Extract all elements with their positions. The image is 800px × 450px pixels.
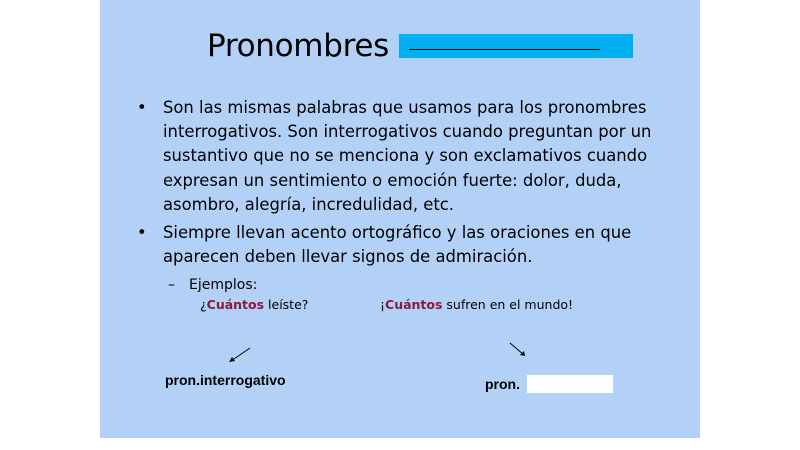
- bullet-1-text: Son las mismas palabras que usamos para los pronombres interrogativos. Son interrogativos cuando preguntan por un sustantivo que no se menciona y son exclamativos cuando expresan un sentimiento o emoción fuerte: dolor, duda, asombro, alegría, incredulidad, etc.: [163, 98, 652, 214]
- sub-item-examples: [135, 275, 695, 295]
- example-2-rest: sufren en el mundo!: [442, 297, 574, 312]
- bullet-dot: •: [137, 223, 147, 243]
- example-1-prefix: ¿: [200, 297, 207, 312]
- label-redaction-box: [527, 375, 613, 393]
- example-2-keyword: Cuántos: [385, 297, 443, 312]
- label-pron-interrogativo: pron.interrogativo: [165, 372, 286, 388]
- arrow-down-right-icon: [509, 342, 527, 358]
- example-exclamative: [380, 297, 573, 312]
- bullet-dot: •: [137, 98, 147, 117]
- sub-item-label: Ejemplos:: [189, 277, 258, 294]
- slide-body: [135, 96, 695, 295]
- slide-title: Pronombres: [207, 28, 389, 64]
- title-underline: [409, 49, 600, 50]
- bullet-1: [135, 96, 695, 217]
- example-2-prefix: ¡: [380, 297, 386, 312]
- example-interrogative: [200, 297, 308, 312]
- title-redaction-box: [399, 34, 633, 58]
- label-pron: pron.: [485, 376, 520, 392]
- bullet-2: [135, 221, 695, 269]
- slide: [100, 0, 700, 438]
- sub-item-dash: –: [168, 277, 175, 294]
- bullet-2-text: Siempre llevan acento ortográfico y las oraciones en que aparecen deben llevar signos de admiración.: [163, 223, 632, 267]
- example-1-rest: leíste?: [264, 297, 309, 312]
- example-1-keyword: Cuántos: [206, 297, 265, 312]
- arrow-down-left-icon: [228, 347, 252, 363]
